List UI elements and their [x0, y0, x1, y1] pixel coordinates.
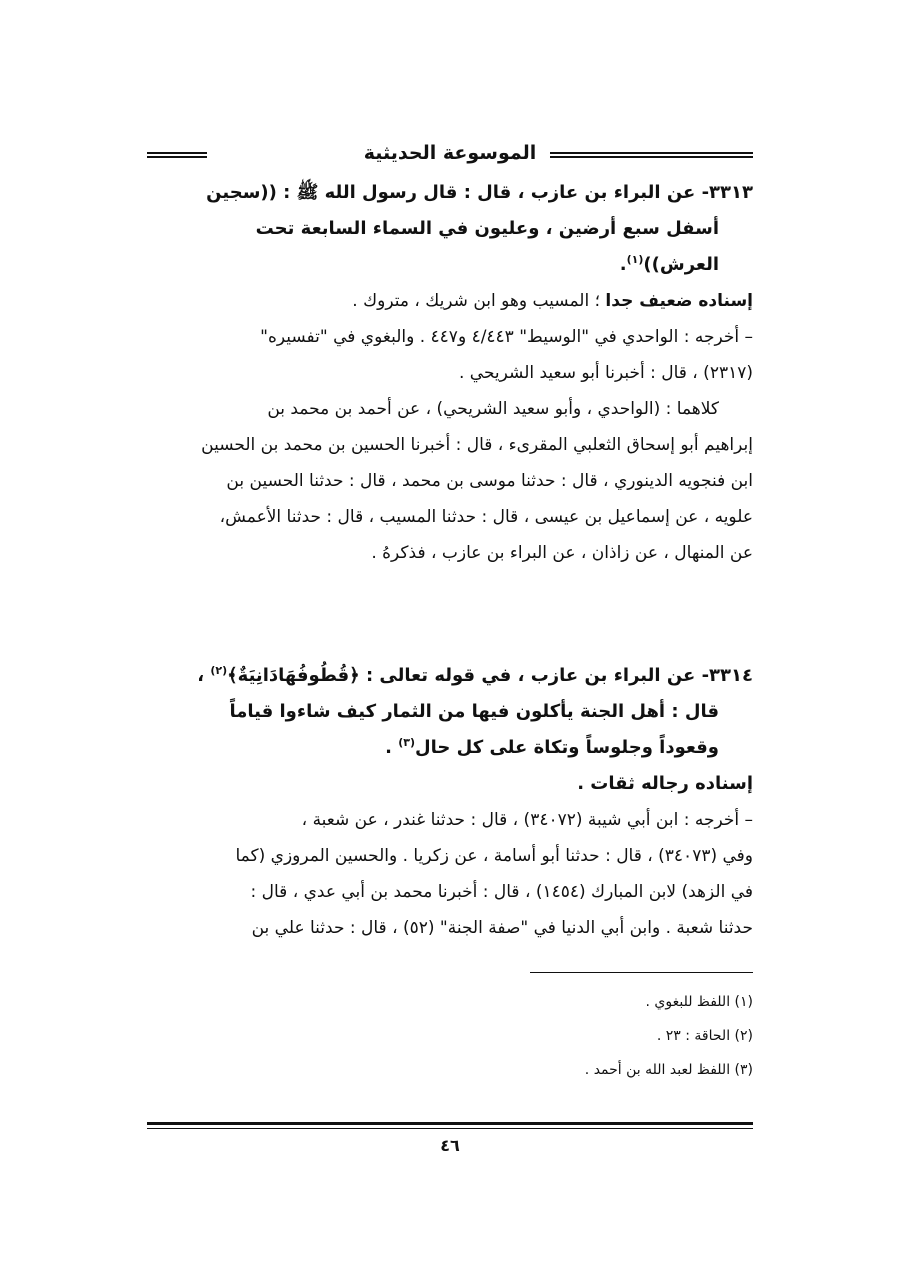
takhrij-line: علويه ، عن إسماعيل بن عيسى ، قال : حدثنا المسيب ، قال : حدثنا الأعمش،: [219, 507, 753, 527]
takhrij-line: – أخرجه : ابن أبي شيبة (٣٤٠٧٢) ، قال : حدثنا غندر ، عن شعبة ،: [301, 810, 753, 830]
footer-rules: [147, 1122, 753, 1129]
takhrij-line: عن المنهال ، عن زاذان ، عن البراء بن عازب ، فذكرهُ .: [371, 543, 753, 563]
takhrij-line: – أخرجه : الواحدي في "الوسيط" ٤/٤٤٣ و٤٤٧ . والبغوي في "تفسيره": [260, 327, 753, 347]
footer-rule-thick: [147, 1122, 753, 1125]
isnad-detail: ؛ المسيب وهو ابن شريك ، متروك .: [352, 291, 601, 311]
footnote-3: (٣) اللفظ لعبد الله بن أحمد .: [584, 1062, 753, 1078]
hadith-3313-line3-text: العرش)): [643, 254, 719, 275]
takhrij-line: في الزهد) لابن المبارك (١٤٥٤) ، قال : أخبرنا محمد بن أبي عدي ، قال :: [250, 882, 753, 902]
footer-rule-thin: [147, 1128, 753, 1129]
takhrij-line: ابن فنجويه الدينوري ، قال : حدثنا موسى بن محمد ، قال : حدثنا الحسين بن: [226, 471, 753, 491]
hadith-3314-line3-text: وقعوداً وجلوساً وتكاة على كل حال: [415, 737, 719, 758]
footnote-1: (١) اللفظ للبغوي .: [645, 994, 753, 1010]
running-header: [147, 138, 753, 172]
takhrij-line: كلاهما : (الواحدي ، وأبو سعيد الشريحي) ، عن أحمد بن محمد بن: [267, 399, 719, 419]
footnote-2: (٢) الحاقة : ٢٣ .: [656, 1028, 753, 1044]
takhrij-line: وفي (٣٤٠٧٣) ، قال : حدثنا أبو أسامة ، عن زكريا . والحسين المروزي (كما: [235, 846, 753, 866]
hadith-3314-line2: قال : أهل الجنة يأكلون فيها من الثمار كيف شاءوا قياماً: [229, 701, 719, 722]
takhrij-line: إبراهيم أبو إسحاق الثعلبي المقرىء ، قال : أخبرنا الحسين بن محمد بن الحسين: [201, 435, 753, 455]
header-title-wrap: [147, 140, 753, 166]
hadith-3314-isnad: إسناده رجاله ثقات .: [577, 773, 753, 794]
isnad-grade: إسناده ضعيف جدا: [605, 291, 753, 311]
footnotes: [147, 985, 753, 1087]
footnote-ref-1: (١): [626, 253, 644, 266]
hadith-3314-line3: [147, 730, 753, 766]
hadith-3314-line1-end: ،: [197, 665, 205, 686]
footnote-separator: [530, 972, 753, 973]
hadith-3313-line1: ٣٣١٣- عن البراء بن عازب ، قال : قال رسول الله ﷺ : ((سجين: [206, 182, 753, 203]
hadith-3313-line3: [147, 247, 753, 283]
hadith-3314-line3-end: .: [385, 737, 392, 758]
page-number: ٤٦: [440, 1136, 460, 1155]
hadith-3313: [147, 175, 753, 571]
hadith-3314-line1: [147, 658, 753, 694]
footnote-ref-2: (٢): [210, 664, 228, 677]
hadith-3314: [147, 658, 753, 946]
hadith-3313-line3-end: .: [619, 254, 627, 275]
footnote-ref-3: (٣): [398, 736, 416, 749]
takhrij-line: (٢٣١٧) ، قال : أخبرنا أبو سعيد الشريحي .: [458, 363, 753, 383]
header-title: الموسوعة الحديثية: [350, 142, 551, 164]
hadith-3313-isnad: [147, 283, 753, 319]
hadith-3314-line1-text: ٣٣١٤- عن البراء بن عازب ، في قوله تعالى : ﴿قُطُوفُهَادَانِيَةٌ﴾: [227, 665, 753, 686]
takhrij-line: حدثنا شعبة . وابن أبي الدنيا في "صفة الجنة" (٥٢) ، قال : حدثنا علي بن: [251, 918, 753, 938]
hadith-3313-line2: أسفل سبع أرضين ، وعليون في السماء السابعة تحت: [255, 218, 719, 239]
